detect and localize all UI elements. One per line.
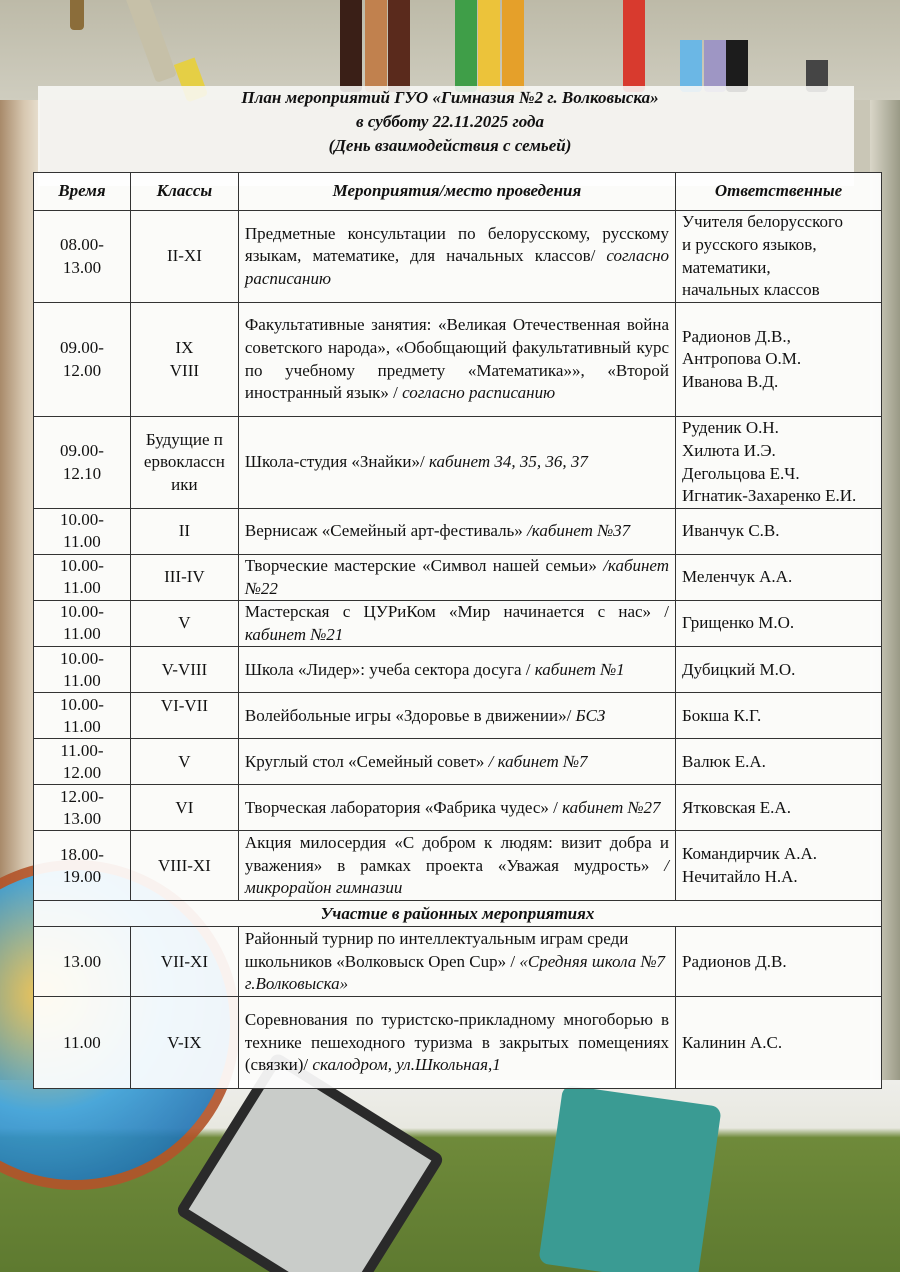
time-cell: 09.00-12.10 [34,417,131,509]
event-cell: Соревнования по туристско-прикладному многоборью в технике пешеходного туризма в закрытых помещениях (связки)/ скалодром, ул.Школьная,1 [238,997,675,1089]
event-place: согласно расписанию [397,383,556,403]
table-row [34,509,882,555]
title-line-1: План мероприятий ГУО «Гимназия №2 г. Волковыска» [241,88,659,107]
classes-cell: III-IV [130,555,238,601]
event-cell: Мастерская с ЦУРиКом «Мир начинается с нас» / кабинет №21 [238,601,675,647]
column-header-events: Мероприятия/место проведения [238,173,675,211]
table-row [34,997,882,1089]
responsible-cell: Руденик О.Н. Хилюта И.Э. Дегольцова Е.Ч. Игнатик-Захаренко Е.И. [676,417,882,509]
classes-cell: VII-XI [130,927,238,997]
classes-cell: Будущие первоклассники [130,417,238,509]
table-row [34,211,882,303]
sharpener-image [538,1085,721,1272]
event-cell: Предметные консультации по белорусскому, русскому языкам, математике, для начальных классов/ согласно расписанию [238,211,675,303]
responsible-cell: Иванчук С.В. [676,509,882,555]
table-row [34,739,882,785]
event-place: /кабинет №22 [244,556,670,598]
event-cell: Круглый стол «Семейный совет» / кабинет №7 [238,739,675,785]
column-header-classes: Классы [130,173,238,211]
table-row [34,831,882,901]
column-header-time: Время [34,173,131,211]
time-cell: 11.00 [34,997,131,1089]
section-title: Участие в районных мероприятиях [34,901,882,927]
responsible-cell: Бокша К.Г. [676,693,882,739]
event-place: кабинет №21 [244,624,344,644]
event-place: кабинет 34, 35, 36, 37 [424,452,588,472]
event-place: / кабинет №7 [488,751,588,771]
time-cell: 08.00-13.00 [34,211,131,303]
event-cell: Школа «Лидер»: учеба сектора досуга / кабинет №1 [238,647,675,693]
event-cell: Творческая лаборатория «Фабрика чудес» / кабинет №27 [238,785,675,831]
responsible-cell: Валюк Е.А. [676,739,882,785]
table-row [34,555,882,601]
column-header-responsible: Ответственные [676,173,882,211]
event-place: «Средняя школа №7 г.Волковыска» [244,951,666,994]
classes-cell: IX VIII [130,303,238,417]
classes-cell: VI-VII [130,693,238,739]
page-title [0,86,900,158]
time-cell: 09.00-12.00 [34,303,131,417]
background-pencils [0,0,900,100]
table-header-row [34,173,882,211]
time-cell: 10.00-11.00 [34,693,131,739]
time-cell: 12.00-13.00 [34,785,131,831]
classes-cell: II-XI [130,211,238,303]
time-cell: 10.00-11.00 [34,601,131,647]
responsible-cell: Учителя белорусского и русского языков, математики, начальных классов [676,211,882,303]
time-cell: 10.00-11.00 [34,647,131,693]
title-line-3: (День взаимодействия с семьей) [328,136,572,155]
event-place: скалодром, ул.Школьная,1 [312,1055,501,1075]
time-cell: 18.00-19.00 [34,831,131,901]
table-row [34,647,882,693]
title-line-2: в субботу 22.11.2025 года [356,112,544,131]
responsible-cell: Ятковская Е.А. [676,785,882,831]
event-place: /кабинет №37 [527,521,631,541]
time-cell: 10.00-11.00 [34,555,131,601]
classes-cell: V-VIII [130,647,238,693]
event-cell: Акция милосердия «С добром к людям: визит добра и уважения» в рамках проекта «Уважая мудрость» /микрорайон гимназии [238,831,675,901]
event-place: кабинет №27 [562,797,661,817]
responsible-cell: Калинин А.С. [676,997,882,1089]
table-row [34,303,882,417]
responsible-cell: Радионов Д.В., Антропова О.М. Иванова В.Д. [676,303,882,417]
time-cell: 10.00-11.00 [34,509,131,555]
table-row [34,785,882,831]
responsible-cell: Меленчук А.А. [676,555,882,601]
event-cell: Вернисаж «Семейный арт-фестиваль» /кабинет №37 [238,509,675,555]
section-header-row [34,901,882,927]
time-cell: 11.00-12.00 [34,739,131,785]
events-table [33,172,882,1089]
event-cell: Школа-студия «Знайки»/ кабинет 34, 35, 36, 37 [238,417,675,509]
classes-cell: II [130,509,238,555]
event-cell: Волейбольные игры «Здоровье в движении»/ БСЗ [238,693,675,739]
table-row [34,601,882,647]
event-place: согласно расписанию [244,246,670,288]
classes-cell: V [130,739,238,785]
classes-cell: V-IX [130,997,238,1089]
table-row [34,927,882,997]
responsible-cell: Грищенко М.О. [676,601,882,647]
event-place: /микрорайон гимназии [244,855,670,898]
event-place: кабинет №1 [534,659,625,679]
event-cell: Творческие мастерские «Символ нашей семьи» /кабинет №22 [238,555,675,601]
responsible-cell: Радионов Д.В. [676,927,882,997]
classes-cell: V [130,601,238,647]
responsible-cell: Командирчик А.А. Нечитайло Н.А. [676,831,882,901]
time-cell: 13.00 [34,927,131,997]
table-row [34,417,882,509]
table-row [34,693,882,739]
event-cell: Районный турнир по интеллектуальным играм среди школьников «Волковыск Open Cup» / «Средняя школа №7 г.Волковыска» [238,927,675,997]
classes-cell: VI [130,785,238,831]
responsible-cell: Дубицкий М.О. [676,647,882,693]
event-place: БСЗ [575,705,606,725]
event-cell: Факультативные занятия: «Великая Отечественная война советского народа», «Обобщающий факультативный курс по учебному предмету «Математика»», «Второй иностранный язык» / согласно расписанию [238,303,675,417]
classes-cell: VIII-XI [130,831,238,901]
